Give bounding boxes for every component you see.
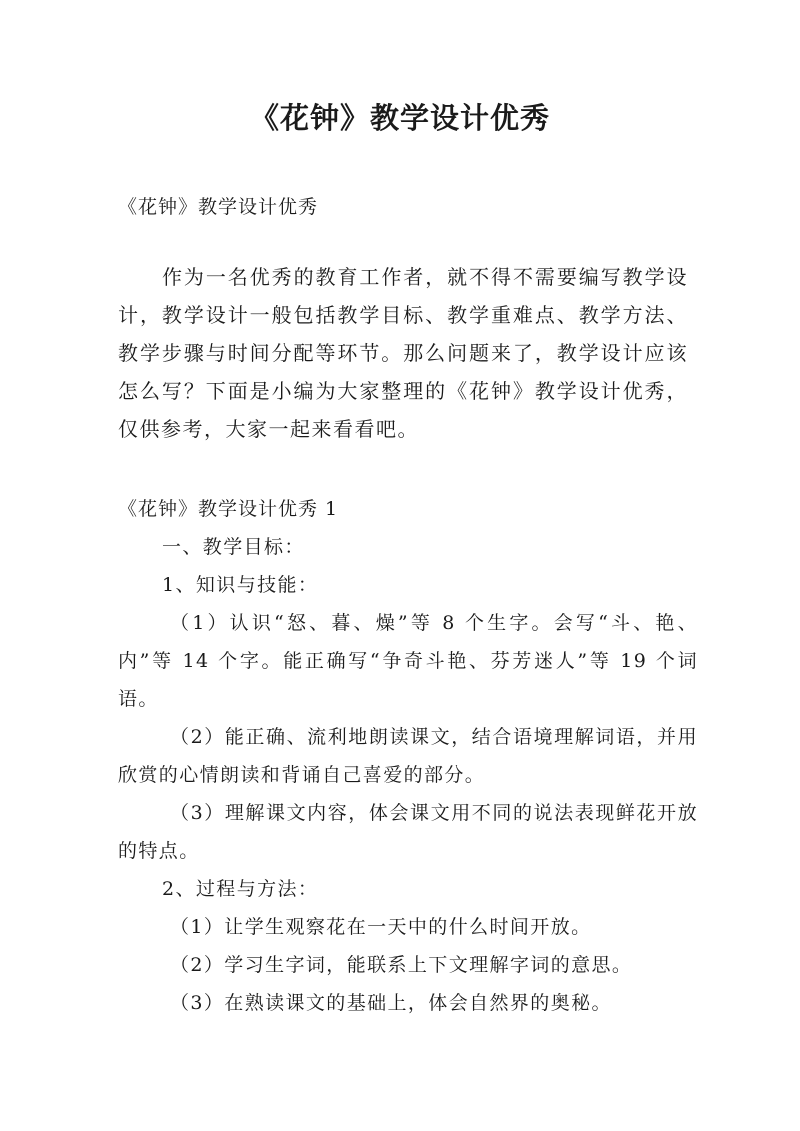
heading-knowledge-skills: 1、知识与技能： — [162, 574, 319, 596]
paragraph-item: （3）理解课文内容，体会课文用不同的说法表现鲜花开放的特点。 — [118, 802, 698, 862]
intro-paragraph: 作为一名优秀的教育工作者，就不得不需要编写教学设计，教学设计一般包括教学目标、教学重难点、教学方法、教学步骤与时间分配等环节。那么问题来了，教学设计应该怎么写？下面是小编为大家整理的《花钟》教学设计优秀，仅供参考，大家一起来看看吧。 — [118, 265, 688, 441]
paragraph-item: （1）认识“怒、暮、燥”等 8 个生字。会写“斗、艳、内”等 14 个字。能正确写“争奇斗艳、芬芳迷人”等 19 个词语。 — [118, 612, 698, 710]
heading-teaching-goals: 一、教学目标： — [162, 536, 305, 558]
paragraph-item: （1）让学生观察花在一天中的什么时间开放。 — [170, 916, 592, 938]
document-title: 《花钟》教学设计优秀 — [249, 101, 550, 135]
section-heading: 《花钟》教学设计优秀 1 — [118, 498, 339, 520]
section-1 — [118, 490, 698, 1022]
heading-process-methods: 2、过程与方法： — [162, 878, 319, 900]
paragraph-item: （2）能正确、流利地朗读课文，结合语境理解词语，并用欣赏的心情朗读和背诵自己喜爱的部分。 — [118, 726, 698, 786]
paragraph-item: （3）在熟读课文的基础上，体会自然界的奥秘。 — [170, 992, 612, 1014]
paragraph-item: （2）学习生字词，能联系上下文理解字词的意思。 — [170, 954, 633, 976]
document-subtitle: 《花钟》教学设计优秀 — [118, 196, 319, 218]
